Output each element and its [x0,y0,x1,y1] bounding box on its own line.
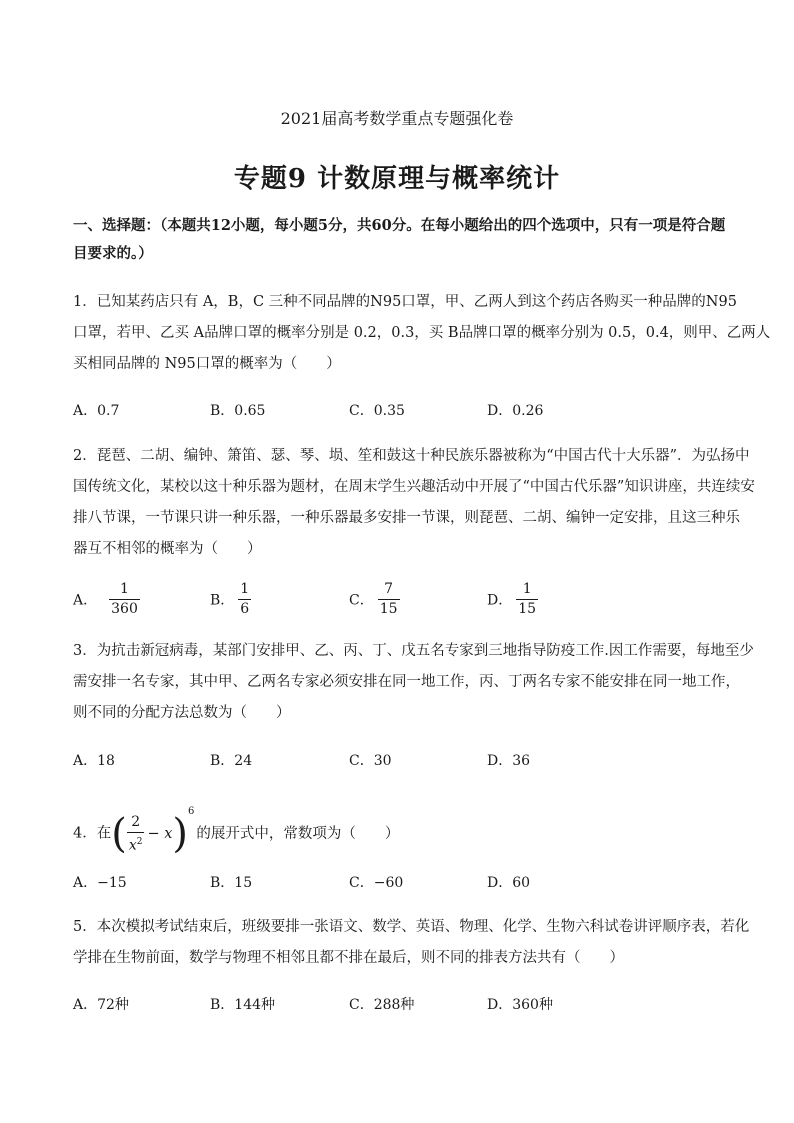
question-3-option-d: D．36 [487,753,531,769]
question-2-option-b [210,580,251,619]
question-5-line-1: 5．本次模拟考试结束后，班级要排一张语文、数学、英语、物理、化学、生物六科试卷讲评顺序表，若化 [73,919,750,935]
fraction-numerator: 2 [131,813,141,830]
option-label: C． [349,592,374,609]
denominator-exponent: 2 [136,836,143,847]
question-4-option-c: C．−60 [349,875,404,891]
question-2-line-1: 2．琵琶、二胡、编钟、箫笛、瑟、琴、埙、笙和鼓这十种民族乐器被称为“中国古代十大乐器”．为弘扬中 [73,448,750,464]
denominator-variable: x [128,837,137,854]
fraction [127,813,145,856]
fraction [516,580,538,619]
question-2-option-a [73,580,140,619]
question-5-option-b: B．144种 [210,997,276,1013]
question-3-line-3: 则不同的分配方法总数为（ ） [73,705,291,721]
fraction-denominator [127,832,145,856]
question-1-option-b: B．0.65 [210,403,266,419]
question-2-option-c [349,580,400,619]
question-5-line-2: 学排在生物前面，数学与物理不相邻且都不排在最后，则不同的排表方法共有（ ） [73,950,624,966]
question-1-line-1: 1．已知某药店只有 A，B，C 三种不同品牌的N95口罩，甲、乙两人到这个药店各购买一种品牌的N95 [73,294,737,310]
question-3-option-c: C．30 [349,753,392,769]
section-heading-line-2: 目要求的。） [73,245,153,262]
question-4-stem [73,796,400,857]
question-5-option-d: D．360种 [487,997,553,1013]
question-3-option-a: A．18 [73,753,115,769]
fraction-denominator: 15 [379,601,398,617]
question-2-line-3: 排八节课，一节课只讲一种乐器，一种乐器最多安排一节课，则琵琶、二胡、编钟一定安排，且这三种乐 [73,510,740,526]
question-4-option-d: D．60 [487,875,531,891]
option-label: A． [73,592,98,609]
fraction-numerator: 1 [522,581,532,597]
question-4-option-b: B．15 [210,875,253,891]
question-1-option-d: D．0.26 [487,403,544,419]
question-1-line-2: 口罩，若甲、乙买 A品牌口罩的概率分别是 0.2，0.3，买 B品牌口罩的概率分别为 0.5，0.4，则甲、乙两人 [73,325,771,341]
fraction-numerator: 1 [240,581,250,597]
exam-title: 专题9 计数原理与概率统计 [233,164,561,194]
left-paren: ( [111,811,127,857]
question-1-line-3: 买相同品牌的 N95口罩的概率为（ ） [73,356,341,372]
fraction-denominator: 360 [111,601,138,617]
question-3-line-1: 3．为抗击新冠病毒，某部门安排甲、乙、丙、丁、戊五名专家到三地指导防疫工作.因工作需要，每地至少 [73,643,754,659]
fraction [109,580,140,619]
right-paren: ) [172,811,189,857]
fraction-denominator: 15 [518,601,537,617]
question-2-line-2: 国传统文化，某校以这十种乐器为题材，在周末学生兴趣活动中开展了“中国古代乐器”知识讲座，共连续安 [73,479,755,495]
option-label: D． [487,592,513,609]
question-3-option-b: B．24 [210,753,253,769]
question-4-option-a: A．−15 [73,875,127,891]
question-3-line-2: 需安排一名专家，其中甲、乙两名专家必须安排在同一地工作，丙、丁两名专家不能安排在同一地工作， [73,674,740,690]
fraction [378,580,400,619]
exam-subtitle: 2021届高考数学重点专题强化卷 [280,109,514,128]
option-label: B． [210,592,235,609]
fraction-denominator: 6 [240,601,250,617]
question-1-option-a: A．0.7 [73,403,120,419]
section-heading-line-1: 一、选择题：（本题共12小题，每小题5分，共60分。在每小题给出的四个选项中，只有一项是符合题 [73,217,726,234]
question-2-line-4: 器互不相邻的概率为（ ） [73,541,262,557]
power-exponent: 6 [188,806,195,817]
question-4-prefix: 4．在 [73,825,112,842]
minus-x-term: − x [147,825,173,842]
fraction-numerator: 7 [384,581,394,597]
fraction-numerator: 1 [120,581,129,597]
question-4-suffix: 的展开式中，常数项为（ ） [196,825,400,842]
question-1-option-c: C．0.35 [349,403,405,419]
question-5-option-a: A．72种 [73,997,129,1013]
question-2-option-d [487,580,538,619]
fraction [238,580,251,619]
question-5-option-c: C．288种 [349,997,415,1013]
